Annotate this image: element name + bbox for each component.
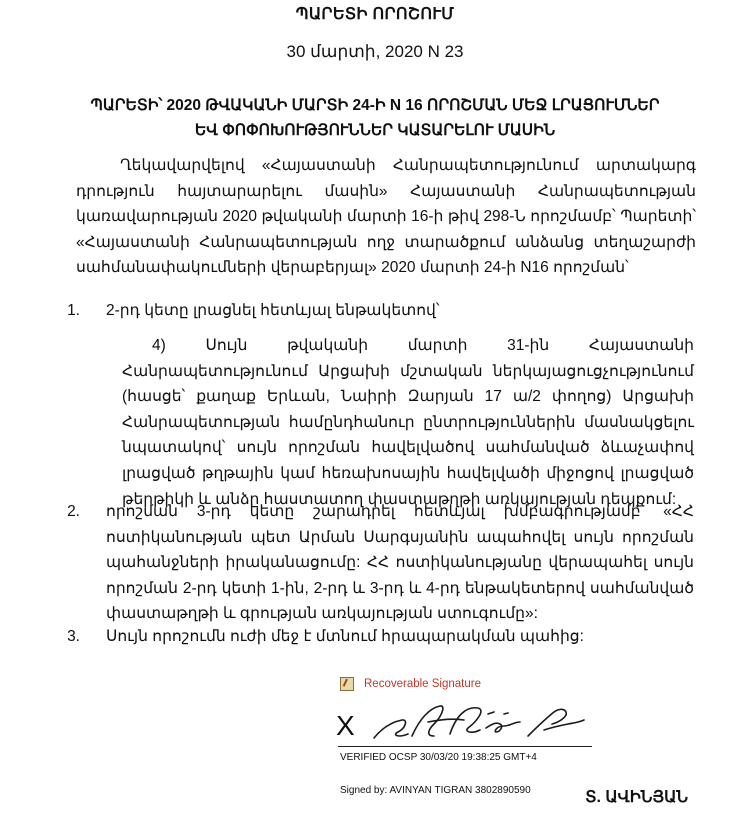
list-item-text: 2-րդ կետը լրացնել հետևյալ ենթակետով՝ xyxy=(106,302,440,319)
signer-name: Տ. ԱՎԻՆՅԱՆ xyxy=(585,789,688,806)
recoverable-signature-label: Recoverable Signature xyxy=(364,678,481,690)
list-item-text: Սույն որոշումն ուժի մեջ է մտնում հրապարակման պահից: xyxy=(106,628,584,645)
subitem-4-paragraph: 4) Սույն թվականի մարտի 31-ին Հայաստանի Հանրապետությունում Արցախի մշտական ներկայացուցչությունում (հասցե՝ քաղաք Երևան, Նաիրի Զարյան 17 ա/2 փողոց) Արցախի Հանրապետության համընդհանուր ընտրություններին մասնակցելու նպատակով՝ սույն որոշման հավելվածով սահմանված ձևաչափով լրացված թղթային կամ հեռախոսային հավելվածի միջոցով լրացված թերթիկի և անձը հաստատող փաստաթղթի առկայության դեպքում: xyxy=(122,337,694,508)
document-subject xyxy=(60,93,690,143)
list-item-number: 1. xyxy=(67,302,80,319)
signature-status-icon xyxy=(340,677,354,691)
signature-signed-by: Signed by: AVINYAN TIGRAN 3802890590 xyxy=(340,785,531,796)
document-title: ՊԱՐԵՏԻ ՈՐՈՇՈՒՄ xyxy=(295,6,455,23)
signature-x-mark: X xyxy=(336,710,355,741)
subject-line-2: ԵՎ ՓՈՓՈԽՈՒԹՅՈՒՆՆԵՐ ԿԱՏԱՐԵԼՈՒ ՄԱՍԻՆ xyxy=(194,122,556,139)
intro-paragraph: Ղեկավարվելով «Հայաստանի Հանրապետությունում արտակարգ դրություն հայտարարելու մասին» Հայաստանի Հանրապետության կառավարության 2020 թվականի մարտի 16-ի թիվ 298-Ն որոշմամբ՝ Պարետի՝ «Հայաստանի Հանրապետության ողջ տարածքում անձանց տեղաշարժի սահմանափակումների վերաբերյալ» 2020 մարտի 24-ի N16 որոշման՝ xyxy=(76,157,696,277)
list-item-number: 3. xyxy=(67,628,80,645)
signature-verified-text: VERIFIED OCSP 30/03/20 19:38:25 GMT+4 xyxy=(340,752,537,763)
list-item-text: որոշման 3-րդ կետը շարադրել հետևյալ խմբագրությամբ՝ «ՀՀ ոստիկանության պետ Արման Սարգսյանին ապահովել սույն որոշման պահանջների իրականացումը: ՀՀ ոստիկանությանը վերապահել սույն որոշման 2-րդ կետի 1-ին, 2-րդ և 3-րդ և 4-րդ ենթակետերով սահմանված փաստաթղթի և գրության առկայության ստուգումը»: xyxy=(106,503,694,623)
list-item-number: 2. xyxy=(67,503,80,520)
handwritten-signature xyxy=(368,698,588,748)
subject-line-1: ՊԱՐԵՏԻ՝ 2020 ԹՎԱԿԱՆԻ ՄԱՐՏԻ 24-Ի N 16 ՈՐՈՇՄԱՆ ՄԵՋ ԼՐԱՑՈՒՄՆԵՐ xyxy=(90,97,660,114)
document-date: 30 մարտի, 2020 N 23 xyxy=(286,42,464,61)
recoverable-signature[interactable] xyxy=(340,676,481,692)
signature-line xyxy=(338,746,592,747)
